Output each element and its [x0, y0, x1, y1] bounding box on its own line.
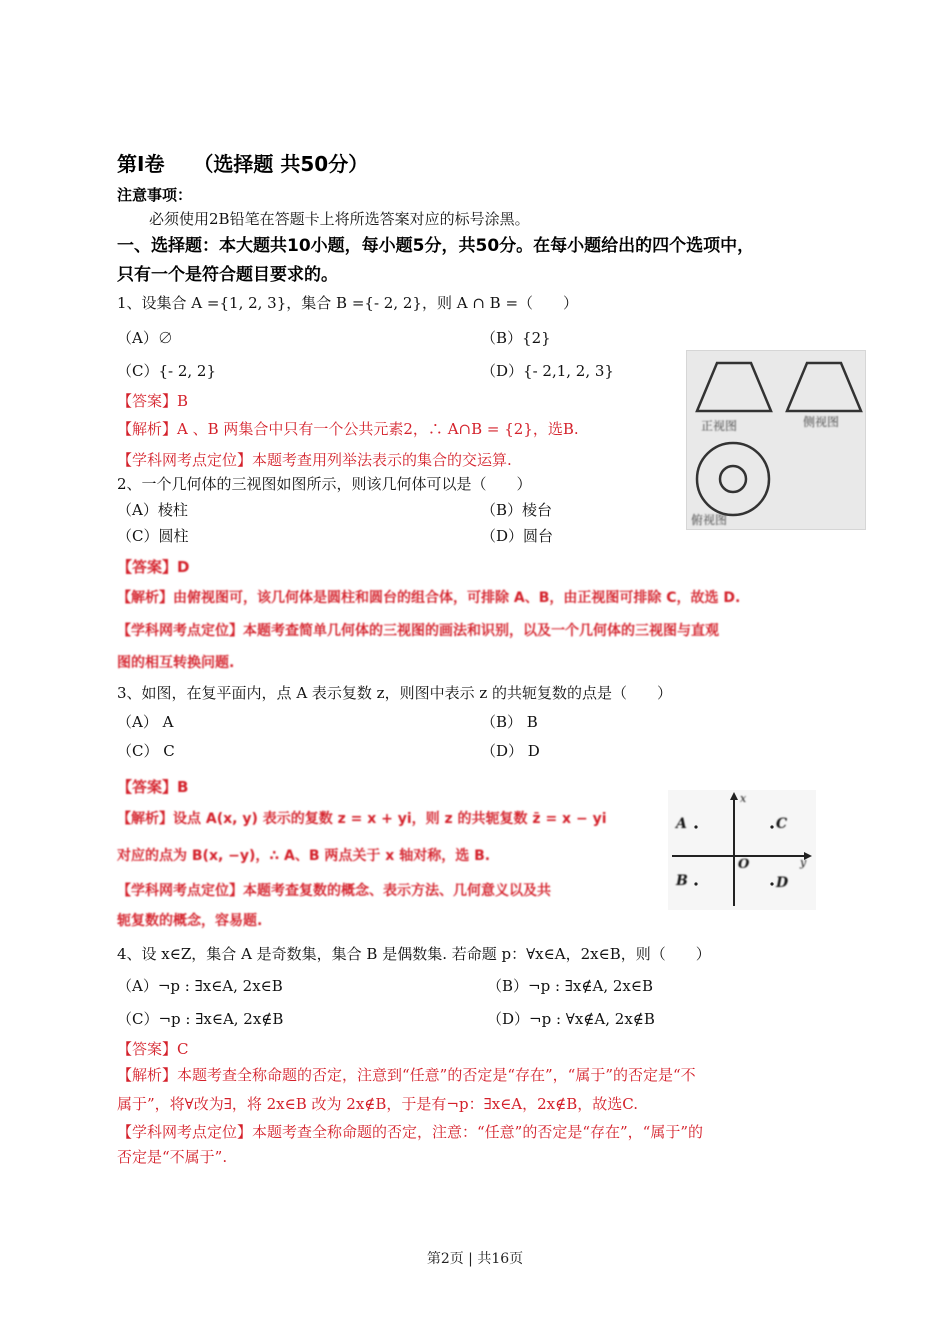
q3-option-a: （A） A — [117, 713, 174, 731]
q2-stem: 2、一个几何体的三视图如图所示，则该几何体可以是（ ） — [117, 475, 532, 493]
point-b-dot — [694, 882, 697, 885]
q4-answer: 【答案】C — [117, 1040, 189, 1058]
q1-option-d: （D）{- 2,1, 2, 3} — [481, 362, 614, 380]
point-c-label: C — [776, 816, 788, 832]
complex-plane-figure — [668, 790, 816, 910]
q4-knowledge-point-line1: 【学科网考点定位】本题考查全称命题的否定，注意：“任意”的否定是“存在”，“属于”的 — [117, 1123, 704, 1141]
point-d-label: D — [776, 875, 789, 891]
q1-knowledge-point: 【学科网考点定位】本题考查用列举法表示的集合的交运算. — [117, 451, 512, 469]
q1-option-b: （B）{2} — [481, 329, 551, 347]
q2-answer: 【答案】D — [117, 558, 190, 576]
q2-analysis: 【解析】由俯视图可，该几何体是圆柱和圆台的组合体，可排除 A、B，由正视图可排除 C，故选 D. — [117, 590, 741, 606]
top-view-outer-circle — [697, 443, 769, 515]
three-view-drawing — [687, 351, 865, 529]
q3-analysis-line1: 【解析】设点 A(x, y) 表示的复数 z = x + yi，则 z 的共轭复数 z̄ = x − yi — [117, 811, 607, 827]
q3-option-b: （B） B — [481, 713, 538, 731]
q2-knowledge-point-line2: 图的相互转换问题. — [117, 655, 235, 671]
title-main: 第Ⅰ卷 — [117, 152, 165, 176]
q2-knowledge-point-line1: 【学科网考点定位】本题考查简单几何体的三视图的画法和识别，以及一个几何体的三视图与直观 — [117, 623, 719, 639]
q4-option-a: （A）¬p : ∃x∈A, 2x∈B — [117, 977, 283, 995]
q3-stem: 3、如图，在复平面内，点 A 表示复数 z，则图中表示 z 的共轭复数的点是（ ） — [117, 684, 673, 702]
paper-title — [117, 148, 368, 177]
point-c-dot — [770, 825, 773, 828]
q2-option-c: （C）圆柱 — [117, 527, 189, 545]
q3-option-d: （D） D — [481, 742, 540, 760]
point-b-label: B — [676, 873, 688, 889]
side-view-label: 侧视图 — [803, 415, 840, 429]
q1-analysis: 【解析】A 、B 两集合中只有一个公共元素2，∴ A∩B = {2}，选B. — [117, 420, 579, 438]
complex-plane-axes — [668, 790, 816, 910]
horizontal-axis-label: y — [800, 856, 807, 869]
front-view-trapezoid — [697, 363, 771, 411]
side-view-trapezoid — [787, 363, 861, 411]
q1-option-a: （A）∅ — [117, 329, 173, 347]
page-footer: 第2页 | 共16页 — [426, 1251, 524, 1267]
q1-option-c: （C）{- 2, 2} — [117, 362, 217, 380]
top-view-inner-circle — [720, 466, 746, 492]
q4-knowledge-point-line2: 否定是“不属于”. — [117, 1148, 228, 1166]
q4-stem: 4、设 x∈Z，集合 A 是奇数集，集合 B 是偶数集. 若命题 p：∀x∈A，2x∈B，则（ ） — [117, 945, 711, 963]
front-view-label: 正视图 — [701, 419, 738, 433]
section-heading-line2: 只有一个是符合题目要求的。 — [117, 265, 338, 285]
top-view-label: 俯视图 — [691, 513, 728, 527]
point-d-dot — [770, 882, 773, 885]
q3-knowledge-point-line2: 轭复数的概念，容易题. — [117, 913, 263, 929]
q2-option-d: （D）圆台 — [481, 527, 554, 545]
q3-analysis-line2: 对应的点为 B(x, −y)，∴ A、B 两点关于 x 轴对称，选 B. — [117, 848, 491, 864]
three-view-figure — [686, 350, 866, 530]
q2-option-a: （A）棱柱 — [117, 501, 188, 519]
q4-analysis-line2: 属于”，将∀改为∃，将 2x∈B 改为 2x∉B，于是有¬p：∃x∈A，2x∉B，故选C. — [117, 1095, 638, 1113]
title-sub: （选择题 共50分） — [193, 152, 369, 176]
q4-option-b: （B）¬p : ∃x∉A, 2x∈B — [487, 977, 653, 995]
q3-answer: 【答案】B — [117, 778, 189, 796]
q3-knowledge-point-line1: 【学科网考点定位】本题考查复数的概念、表示方法、几何意义以及共 — [117, 883, 551, 899]
origin-label: O — [738, 857, 750, 872]
point-a-dot — [694, 825, 697, 828]
point-a-label: A — [676, 816, 687, 832]
q1-answer: 【答案】B — [117, 392, 189, 410]
notice-label: 注意事项： — [117, 186, 193, 204]
q3-option-c: （C） C — [117, 742, 175, 760]
q2-option-b: （B）棱台 — [481, 501, 553, 519]
imaginary-axis-arrow — [730, 792, 738, 800]
q1-stem: 1、设集合 A ={1, 2, 3}，集合 B ={- 2, 2}，则 A ∩ B =（ ） — [117, 294, 579, 312]
section-heading-line1: 一、选择题：本大题共10小题，每小题5分，共50分。在每小题给出的四个选项中， — [117, 236, 755, 256]
q4-option-c: （C）¬p : ∃x∈A, 2x∉B — [117, 1010, 284, 1028]
q4-analysis-line1: 【解析】本题考查全称命题的否定，注意到“任意”的否定是“存在”，“属于”的否定是“不 — [117, 1066, 696, 1084]
q4-option-d: （D）¬p : ∀x∉A, 2x∉B — [487, 1010, 655, 1028]
vertical-axis-label: x — [740, 792, 747, 805]
notice-text: 必须使用2B铅笔在答题卡上将所选答案对应的标号涂黑。 — [149, 210, 530, 228]
